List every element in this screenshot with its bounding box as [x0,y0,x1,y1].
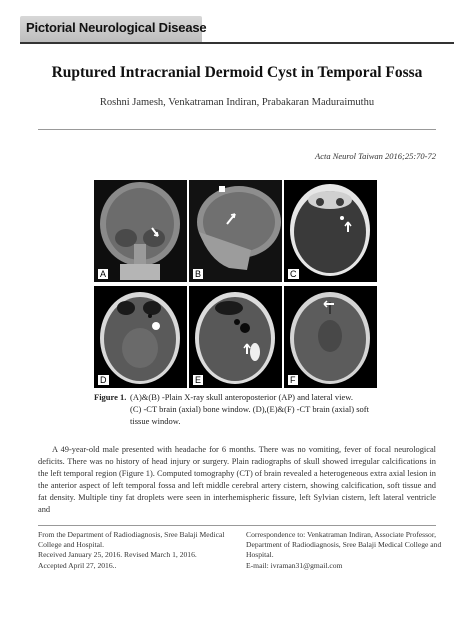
article-authors: Roshni Jamesh, Venkatraman Indiran, Prabakaran Maduraimuthu [99,97,375,108]
journal-citation: Acta Neurol Taiwan 2016;25:70-72 [315,151,436,161]
caption-line-3: tissue window. [130,416,181,426]
body-paragraph: A 49-year-old male presented with headache for 6 months. There was no vomiting, fever of focal neurological deficits. There was no history of head injury or surgery. Plain radiographs of skull showed irregular calcifications in the left temporal region (Figure 1). Computed tomography (CT) of brain revealed a heterogeneous extra axial lesion in the anterior aspect of left temporal fossa and left middle cerebral artery cistern, showing calcification, soft tissue and fat density. Multiple tiny fat droplets were seen in interhemispheric fissure, left Sylvian cistern, left lateral ventricle and [38,445,436,514]
ct-soft-d-image [94,286,187,388]
panel-letter-a: A [100,269,107,279]
panel-letter-b: B [195,269,202,279]
xray-lateral-image [189,180,282,282]
figure-panel-c [284,180,377,282]
figure-panel-b [189,180,282,282]
footer-correspondence [246,530,442,571]
footer-left-line: College and Hospital. [38,540,105,550]
footer-left-line: From the Department of Radiodiagnosis, Sree Balaji Medical [38,530,225,539]
ct-soft-f-image [284,286,377,388]
title-divider [38,129,436,130]
figure-panel-e [189,286,282,388]
caption-line-1: (A)&(B) -Plain X-ray skull anteroposterior (AP) and lateral view. [130,392,353,402]
figure-panel-d [94,286,187,388]
figure-panel-f [284,286,377,388]
footer-affiliation [38,530,234,571]
article-title: Ruptured Intracranial Dermoid Cyst in Temporal Fossa [51,64,423,81]
panel-letter-e: E [195,375,202,385]
caption-line-2: (C) -CT brain (axial) bone window. (D),(E)&(F) -CT brain (axial) soft [130,404,369,414]
header-rule [20,42,454,44]
footer-right-line: Hospital. [246,550,274,560]
footer-right-line: Department of Radiodiagnosis, Sree Balaji Medical College and [246,540,442,550]
figure-1 [94,180,376,388]
section-title: Pictorial Neurological Disease [26,20,207,35]
footer-left-line: Accepted April 27, 2016.. [38,560,117,570]
panel-letter-f: F [290,375,296,385]
xray-ap-image [94,180,187,282]
caption-label: Figure 1. [94,392,127,402]
panel-letter-c: C [290,269,297,279]
ct-bone-image [284,180,377,282]
footer-left-line: Received January 25, 2016. Revised March 1, 2016. [38,550,197,560]
ct-soft-e-image [189,286,282,388]
footer-email[interactable]: E-mail: ivraman31@gmail.com [246,560,343,570]
footer-right-line: Correspondence to: Venkatraman Indiran, Associate Professor, [246,530,436,539]
body-text [38,444,436,515]
footer-rule [38,525,436,526]
figure-panel-a [94,180,187,282]
panel-letter-d: D [100,375,107,385]
